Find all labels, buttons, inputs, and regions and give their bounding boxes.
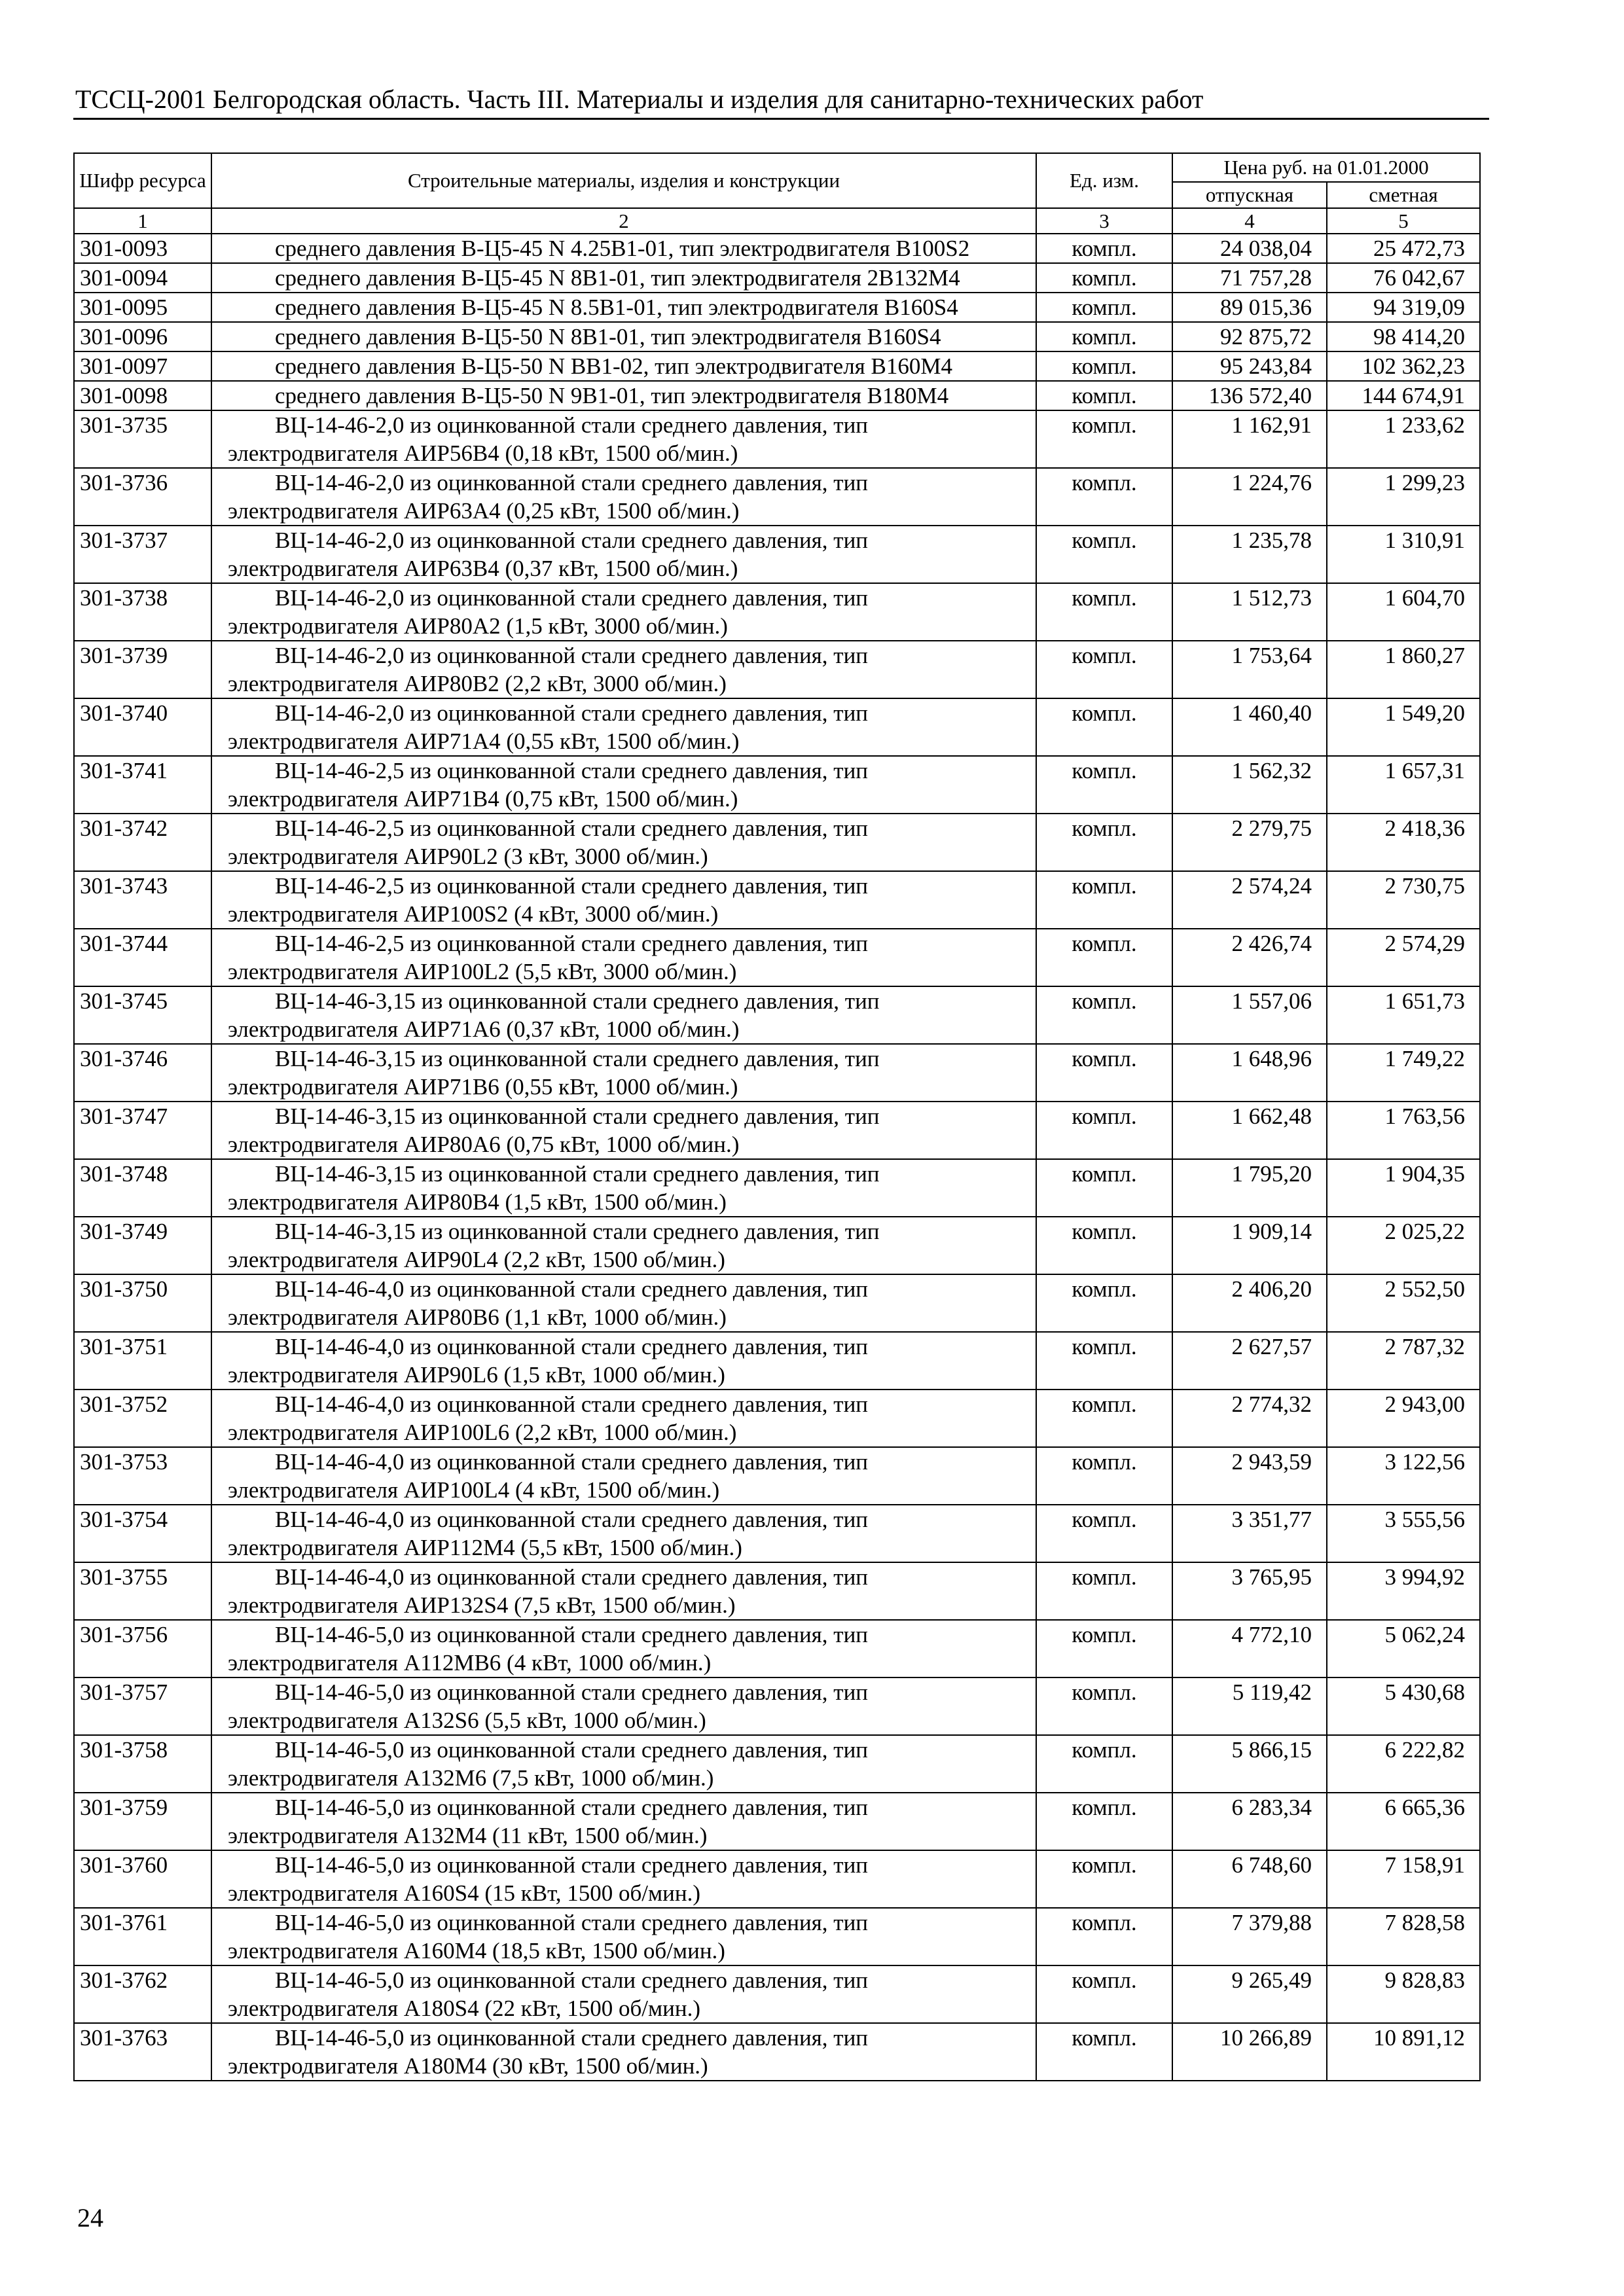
estimate-price: 2 943,00 bbox=[1327, 1390, 1480, 1447]
resource-description: ВЦ-14-46-3,15 из оцинкованной стали среднего давления, тип электродвигателя АИР71В6 (0,55 кВт, 1000 об/мин.) bbox=[211, 1044, 1036, 1102]
table-row bbox=[74, 410, 1480, 468]
estimate-price: 10 891,12 bbox=[1327, 2023, 1480, 2081]
resource-description: ВЦ-14-46-4,0 из оцинкованной стали среднего давления, тип электродвигателя АИР100L4 (4 кВт, 1500 об/мин.) bbox=[211, 1447, 1036, 1505]
unit-of-measure: компл. bbox=[1036, 756, 1172, 814]
estimate-price: 1 763,56 bbox=[1327, 1102, 1480, 1159]
resource-code: 301-3758 bbox=[74, 1735, 211, 1793]
release-price: 1 460,40 bbox=[1172, 698, 1327, 756]
unit-of-measure: компл. bbox=[1036, 381, 1172, 410]
release-price: 136 572,40 bbox=[1172, 381, 1327, 410]
resource-description: ВЦ-14-46-3,15 из оцинкованной стали среднего давления, тип электродвигателя АИР71А6 (0,37 кВт, 1000 об/мин.) bbox=[211, 986, 1036, 1044]
resource-code: 301-3759 bbox=[74, 1793, 211, 1850]
estimate-price: 1 549,20 bbox=[1327, 698, 1480, 756]
resource-description: ВЦ-14-46-5,0 из оцинкованной стали среднего давления, тип электродвигателя А160S4 (15 кВт, 1500 об/мин.) bbox=[211, 1850, 1036, 1908]
estimate-price: 1 604,70 bbox=[1327, 583, 1480, 641]
release-price: 1 224,76 bbox=[1172, 468, 1327, 526]
resource-description: ВЦ-14-46-2,5 из оцинкованной стали среднего давления, тип электродвигателя АИР100S2 (4 кВт, 3000 об/мин.) bbox=[211, 871, 1036, 929]
resource-description: среднего давления В-Ц5-45 N 8.5В1-01, тип электродвигателя В160S4 bbox=[211, 293, 1036, 322]
table-row bbox=[74, 756, 1480, 814]
resource-description: ВЦ-14-46-3,15 из оцинкованной стали среднего давления, тип электродвигателя АИР80А6 (0,75 кВт, 1000 об/мин.) bbox=[211, 1102, 1036, 1159]
unit-of-measure: компл. bbox=[1036, 1620, 1172, 1677]
release-price: 2 279,75 bbox=[1172, 814, 1327, 871]
table-row bbox=[74, 381, 1480, 410]
release-price: 1 562,32 bbox=[1172, 756, 1327, 814]
estimate-price: 5 430,68 bbox=[1327, 1677, 1480, 1735]
resource-code: 301-3748 bbox=[74, 1159, 211, 1217]
estimate-price: 1 657,31 bbox=[1327, 756, 1480, 814]
estimate-price: 7 158,91 bbox=[1327, 1850, 1480, 1908]
table-row bbox=[74, 929, 1480, 986]
release-price: 1 162,91 bbox=[1172, 410, 1327, 468]
release-price: 5 119,42 bbox=[1172, 1677, 1327, 1735]
resource-code: 301-3741 bbox=[74, 756, 211, 814]
resource-code: 301-3761 bbox=[74, 1908, 211, 1965]
column-number: 2 bbox=[211, 208, 1036, 234]
release-price: 2 406,20 bbox=[1172, 1274, 1327, 1332]
table-row bbox=[74, 234, 1480, 263]
release-price: 1 235,78 bbox=[1172, 526, 1327, 583]
estimate-price: 1 299,23 bbox=[1327, 468, 1480, 526]
release-price: 5 866,15 bbox=[1172, 1735, 1327, 1793]
release-price: 2 426,74 bbox=[1172, 929, 1327, 986]
resource-description: ВЦ-14-46-2,5 из оцинкованной стали среднего давления, тип электродвигателя АИР71В4 (0,75 кВт, 1500 об/мин.) bbox=[211, 756, 1036, 814]
table-row bbox=[74, 2023, 1480, 2081]
unit-of-measure: компл. bbox=[1036, 1332, 1172, 1390]
estimate-price: 1 860,27 bbox=[1327, 641, 1480, 698]
unit-of-measure: компл. bbox=[1036, 322, 1172, 351]
table-row bbox=[74, 1390, 1480, 1447]
unit-of-measure: компл. bbox=[1036, 468, 1172, 526]
release-price: 92 875,72 bbox=[1172, 322, 1327, 351]
resource-code: 301-3735 bbox=[74, 410, 211, 468]
release-price: 71 757,28 bbox=[1172, 263, 1327, 293]
resource-code: 301-3746 bbox=[74, 1044, 211, 1102]
document-running-header: ТССЦ-2001 Белгородская область. Часть III. Материалы и изделия для санитарно-технических работ bbox=[75, 84, 1204, 114]
resource-code: 301-3740 bbox=[74, 698, 211, 756]
resource-code: 301-0093 bbox=[74, 234, 211, 263]
resource-price-table bbox=[73, 152, 1481, 2081]
unit-of-measure: компл. bbox=[1036, 1793, 1172, 1850]
resource-code: 301-3763 bbox=[74, 2023, 211, 2081]
header-rule bbox=[73, 118, 1489, 120]
resource-code: 301-3757 bbox=[74, 1677, 211, 1735]
release-price: 1 753,64 bbox=[1172, 641, 1327, 698]
unit-of-measure: компл. bbox=[1036, 1505, 1172, 1562]
release-price: 2 943,59 bbox=[1172, 1447, 1327, 1505]
header-unit: Ед. изм. bbox=[1036, 153, 1172, 208]
resource-code: 301-0098 bbox=[74, 381, 211, 410]
release-price: 4 772,10 bbox=[1172, 1620, 1327, 1677]
table-row bbox=[74, 1793, 1480, 1850]
unit-of-measure: компл. bbox=[1036, 1217, 1172, 1274]
resource-code: 301-3739 bbox=[74, 641, 211, 698]
header-release-price: отпускная bbox=[1172, 182, 1327, 208]
release-price: 2 627,57 bbox=[1172, 1332, 1327, 1390]
header-price-group: Цена руб. на 01.01.2000 bbox=[1172, 153, 1480, 182]
release-price: 1 648,96 bbox=[1172, 1044, 1327, 1102]
unit-of-measure: компл. bbox=[1036, 871, 1172, 929]
unit-of-measure: компл. bbox=[1036, 1159, 1172, 1217]
unit-of-measure: компл. bbox=[1036, 1735, 1172, 1793]
release-price: 1 795,20 bbox=[1172, 1159, 1327, 1217]
table-row bbox=[74, 1677, 1480, 1735]
estimate-price: 2 574,29 bbox=[1327, 929, 1480, 986]
resource-code: 301-0096 bbox=[74, 322, 211, 351]
resource-description: ВЦ-14-46-3,15 из оцинкованной стали среднего давления, тип электродвигателя АИР80В4 (1,5 кВт, 1500 об/мин.) bbox=[211, 1159, 1036, 1217]
table-row bbox=[74, 1159, 1480, 1217]
resource-code: 301-3736 bbox=[74, 468, 211, 526]
page-number: 24 bbox=[77, 2203, 103, 2233]
table-row bbox=[74, 1562, 1480, 1620]
resource-code: 301-3737 bbox=[74, 526, 211, 583]
table-row bbox=[74, 1102, 1480, 1159]
resource-description: ВЦ-14-46-2,0 из оцинкованной стали среднего давления, тип электродвигателя АИР56В4 (0,18 кВт, 1500 об/мин.) bbox=[211, 410, 1036, 468]
resource-description: ВЦ-14-46-5,0 из оцинкованной стали среднего давления, тип электродвигателя А132М6 (7,5 кВт, 1000 об/мин.) bbox=[211, 1735, 1036, 1793]
release-price: 1 909,14 bbox=[1172, 1217, 1327, 1274]
unit-of-measure: компл. bbox=[1036, 1447, 1172, 1505]
table-row bbox=[74, 1735, 1480, 1793]
unit-of-measure: компл. bbox=[1036, 234, 1172, 263]
resource-code: 301-3753 bbox=[74, 1447, 211, 1505]
resource-code: 301-3749 bbox=[74, 1217, 211, 1274]
table-row bbox=[74, 263, 1480, 293]
resource-code: 301-3747 bbox=[74, 1102, 211, 1159]
release-price: 3 765,95 bbox=[1172, 1562, 1327, 1620]
unit-of-measure: компл. bbox=[1036, 929, 1172, 986]
unit-of-measure: компл. bbox=[1036, 1274, 1172, 1332]
table-row bbox=[74, 871, 1480, 929]
estimate-price: 2 787,32 bbox=[1327, 1332, 1480, 1390]
estimate-price: 144 674,91 bbox=[1327, 381, 1480, 410]
resource-code: 301-3745 bbox=[74, 986, 211, 1044]
table-row bbox=[74, 583, 1480, 641]
unit-of-measure: компл. bbox=[1036, 1102, 1172, 1159]
table-row bbox=[74, 468, 1480, 526]
release-price: 2 774,32 bbox=[1172, 1390, 1327, 1447]
estimate-price: 98 414,20 bbox=[1327, 322, 1480, 351]
resource-code: 301-3742 bbox=[74, 814, 211, 871]
resource-description: ВЦ-14-46-2,0 из оцинкованной стали среднего давления, тип электродвигателя АИР80В2 (2,2 кВт, 3000 об/мин.) bbox=[211, 641, 1036, 698]
resource-code: 301-3755 bbox=[74, 1562, 211, 1620]
table-row bbox=[74, 1850, 1480, 1908]
unit-of-measure: компл. bbox=[1036, 698, 1172, 756]
column-numbers-row bbox=[74, 208, 1480, 234]
release-price: 6 748,60 bbox=[1172, 1850, 1327, 1908]
table-row bbox=[74, 814, 1480, 871]
resource-description: ВЦ-14-46-5,0 из оцинкованной стали среднего давления, тип электродвигателя А112МВ6 (4 кВт, 1000 об/мин.) bbox=[211, 1620, 1036, 1677]
estimate-price: 6 665,36 bbox=[1327, 1793, 1480, 1850]
resource-code: 301-0095 bbox=[74, 293, 211, 322]
estimate-price: 2 418,36 bbox=[1327, 814, 1480, 871]
unit-of-measure: компл. bbox=[1036, 1908, 1172, 1965]
unit-of-measure: компл. bbox=[1036, 263, 1172, 293]
resource-code: 301-3754 bbox=[74, 1505, 211, 1562]
release-price: 2 574,24 bbox=[1172, 871, 1327, 929]
unit-of-measure: компл. bbox=[1036, 351, 1172, 381]
unit-of-measure: компл. bbox=[1036, 1044, 1172, 1102]
column-number: 1 bbox=[74, 208, 211, 234]
table-row bbox=[74, 1044, 1480, 1102]
resource-code: 301-3738 bbox=[74, 583, 211, 641]
resource-code: 301-3744 bbox=[74, 929, 211, 986]
estimate-price: 5 062,24 bbox=[1327, 1620, 1480, 1677]
header-code: Шифр ресурса bbox=[74, 153, 211, 208]
resource-description: ВЦ-14-46-4,0 из оцинкованной стали среднего давления, тип электродвигателя АИР100L6 (2,2 кВт, 1000 об/мин.) bbox=[211, 1390, 1036, 1447]
table-row bbox=[74, 1505, 1480, 1562]
release-price: 89 015,36 bbox=[1172, 293, 1327, 322]
release-price: 9 265,49 bbox=[1172, 1965, 1327, 2023]
release-price: 6 283,34 bbox=[1172, 1793, 1327, 1850]
resource-description: ВЦ-14-46-5,0 из оцинкованной стали среднего давления, тип электродвигателя А160М4 (18,5 кВт, 1500 об/мин.) bbox=[211, 1908, 1036, 1965]
resource-description: ВЦ-14-46-2,5 из оцинкованной стали среднего давления, тип электродвигателя АИР90L2 (3 кВт, 3000 об/мин.) bbox=[211, 814, 1036, 871]
table-row bbox=[74, 1620, 1480, 1677]
unit-of-measure: компл. bbox=[1036, 410, 1172, 468]
table-row bbox=[74, 526, 1480, 583]
unit-of-measure: компл. bbox=[1036, 526, 1172, 583]
estimate-price: 1 310,91 bbox=[1327, 526, 1480, 583]
table-row bbox=[74, 1217, 1480, 1274]
table-row bbox=[74, 986, 1480, 1044]
estimate-price: 2 730,75 bbox=[1327, 871, 1480, 929]
release-price: 1 557,06 bbox=[1172, 986, 1327, 1044]
resource-description: среднего давления В-Ц5-45 N 4.25В1-01, тип электродвигателя В100S2 bbox=[211, 234, 1036, 263]
resource-description: ВЦ-14-46-2,0 из оцинкованной стали среднего давления, тип электродвигателя АИР63В4 (0,37 кВт, 1500 об/мин.) bbox=[211, 526, 1036, 583]
resource-description: ВЦ-14-46-4,0 из оцинкованной стали среднего давления, тип электродвигателя АИР90L6 (1,5 кВт, 1000 об/мин.) bbox=[211, 1332, 1036, 1390]
resource-description: среднего давления В-Ц5-50 N 8В1-01, тип электродвигателя В160S4 bbox=[211, 322, 1036, 351]
resource-code: 301-3750 bbox=[74, 1274, 211, 1332]
estimate-price: 1 904,35 bbox=[1327, 1159, 1480, 1217]
table-row bbox=[74, 1447, 1480, 1505]
unit-of-measure: компл. bbox=[1036, 1562, 1172, 1620]
resource-description: ВЦ-14-46-2,0 из оцинкованной стали среднего давления, тип электродвигателя АИР80А2 (1,5 кВт, 3000 об/мин.) bbox=[211, 583, 1036, 641]
estimate-price: 2 025,22 bbox=[1327, 1217, 1480, 1274]
estimate-price: 1 749,22 bbox=[1327, 1044, 1480, 1102]
estimate-price: 25 472,73 bbox=[1327, 234, 1480, 263]
column-number: 3 bbox=[1036, 208, 1172, 234]
release-price: 24 038,04 bbox=[1172, 234, 1327, 263]
unit-of-measure: компл. bbox=[1036, 1390, 1172, 1447]
release-price: 7 379,88 bbox=[1172, 1908, 1327, 1965]
unit-of-measure: компл. bbox=[1036, 814, 1172, 871]
release-price: 1 512,73 bbox=[1172, 583, 1327, 641]
resource-description: среднего давления В-Ц5-50 N 9В1-01, тип электродвигателя В180М4 bbox=[211, 381, 1036, 410]
unit-of-measure: компл. bbox=[1036, 583, 1172, 641]
resource-description: ВЦ-14-46-2,0 из оцинкованной стали среднего давления, тип электродвигателя АИР63А4 (0,25 кВт, 1500 об/мин.) bbox=[211, 468, 1036, 526]
resource-code: 301-0094 bbox=[74, 263, 211, 293]
resource-description: ВЦ-14-46-3,15 из оцинкованной стали среднего давления, тип электродвигателя АИР90L4 (2,2 кВт, 1500 об/мин.) bbox=[211, 1217, 1036, 1274]
resource-description: ВЦ-14-46-4,0 из оцинкованной стали среднего давления, тип электродвигателя АИР80В6 (1,1 кВт, 1000 об/мин.) bbox=[211, 1274, 1036, 1332]
header-description: Строительные материалы, изделия и конструкции bbox=[211, 153, 1036, 208]
release-price: 3 351,77 bbox=[1172, 1505, 1327, 1562]
release-price: 1 662,48 bbox=[1172, 1102, 1327, 1159]
table-row bbox=[74, 322, 1480, 351]
resource-description: ВЦ-14-46-5,0 из оцинкованной стали среднего давления, тип электродвигателя А180S4 (22 кВт, 1500 об/мин.) bbox=[211, 1965, 1036, 2023]
estimate-price: 76 042,67 bbox=[1327, 263, 1480, 293]
estimate-price: 9 828,83 bbox=[1327, 1965, 1480, 2023]
unit-of-measure: компл. bbox=[1036, 641, 1172, 698]
table-row bbox=[74, 1908, 1480, 1965]
release-price: 95 243,84 bbox=[1172, 351, 1327, 381]
column-number: 5 bbox=[1327, 208, 1480, 234]
table-row bbox=[74, 1274, 1480, 1332]
resource-description: ВЦ-14-46-4,0 из оцинкованной стали среднего давления, тип электродвигателя АИР112М4 (5,5 кВт, 1500 об/мин.) bbox=[211, 1505, 1036, 1562]
table-row bbox=[74, 698, 1480, 756]
unit-of-measure: компл. bbox=[1036, 2023, 1172, 2081]
release-price: 10 266,89 bbox=[1172, 2023, 1327, 2081]
estimate-price: 102 362,23 bbox=[1327, 351, 1480, 381]
resource-code: 301-3762 bbox=[74, 1965, 211, 2023]
resource-description: ВЦ-14-46-2,0 из оцинкованной стали среднего давления, тип электродвигателя АИР71А4 (0,55 кВт, 1500 об/мин.) bbox=[211, 698, 1036, 756]
estimate-price: 3 122,56 bbox=[1327, 1447, 1480, 1505]
estimate-price: 6 222,82 bbox=[1327, 1735, 1480, 1793]
table-row bbox=[74, 1332, 1480, 1390]
unit-of-measure: компл. bbox=[1036, 293, 1172, 322]
unit-of-measure: компл. bbox=[1036, 1965, 1172, 2023]
resource-description: ВЦ-14-46-5,0 из оцинкованной стали среднего давления, тип электродвигателя А132S6 (5,5 кВт, 1000 об/мин.) bbox=[211, 1677, 1036, 1735]
table-row bbox=[74, 641, 1480, 698]
estimate-price: 3 994,92 bbox=[1327, 1562, 1480, 1620]
estimate-price: 1 233,62 bbox=[1327, 410, 1480, 468]
unit-of-measure: компл. bbox=[1036, 1677, 1172, 1735]
unit-of-measure: компл. bbox=[1036, 1850, 1172, 1908]
estimate-price: 94 319,09 bbox=[1327, 293, 1480, 322]
resource-code: 301-0097 bbox=[74, 351, 211, 381]
resource-description: ВЦ-14-46-2,5 из оцинкованной стали среднего давления, тип электродвигателя АИР100L2 (5,5 кВт, 3000 об/мин.) bbox=[211, 929, 1036, 986]
resource-code: 301-3756 bbox=[74, 1620, 211, 1677]
resource-code: 301-3743 bbox=[74, 871, 211, 929]
header-estimate-price: сметная bbox=[1327, 182, 1480, 208]
resource-code: 301-3760 bbox=[74, 1850, 211, 1908]
table-row bbox=[74, 293, 1480, 322]
resource-code: 301-3751 bbox=[74, 1332, 211, 1390]
column-number: 4 bbox=[1172, 208, 1327, 234]
table-row bbox=[74, 1965, 1480, 2023]
resource-description: ВЦ-14-46-4,0 из оцинкованной стали среднего давления, тип электродвигателя АИР132S4 (7,5 кВт, 1500 об/мин.) bbox=[211, 1562, 1036, 1620]
resource-code: 301-3752 bbox=[74, 1390, 211, 1447]
resource-description: среднего давления В-Ц5-45 N 8В1-01, тип электродвигателя 2В132М4 bbox=[211, 263, 1036, 293]
resource-description: среднего давления В-Ц5-50 N ВВ1-02, тип электродвигателя В160М4 bbox=[211, 351, 1036, 381]
estimate-price: 3 555,56 bbox=[1327, 1505, 1480, 1562]
resource-description: ВЦ-14-46-5,0 из оцинкованной стали среднего давления, тип электродвигателя А180М4 (30 кВт, 1500 об/мин.) bbox=[211, 2023, 1036, 2081]
resource-description: ВЦ-14-46-5,0 из оцинкованной стали среднего давления, тип электродвигателя А132М4 (11 кВт, 1500 об/мин.) bbox=[211, 1793, 1036, 1850]
estimate-price: 1 651,73 bbox=[1327, 986, 1480, 1044]
estimate-price: 2 552,50 bbox=[1327, 1274, 1480, 1332]
table-row bbox=[74, 351, 1480, 381]
estimate-price: 7 828,58 bbox=[1327, 1908, 1480, 1965]
unit-of-measure: компл. bbox=[1036, 986, 1172, 1044]
